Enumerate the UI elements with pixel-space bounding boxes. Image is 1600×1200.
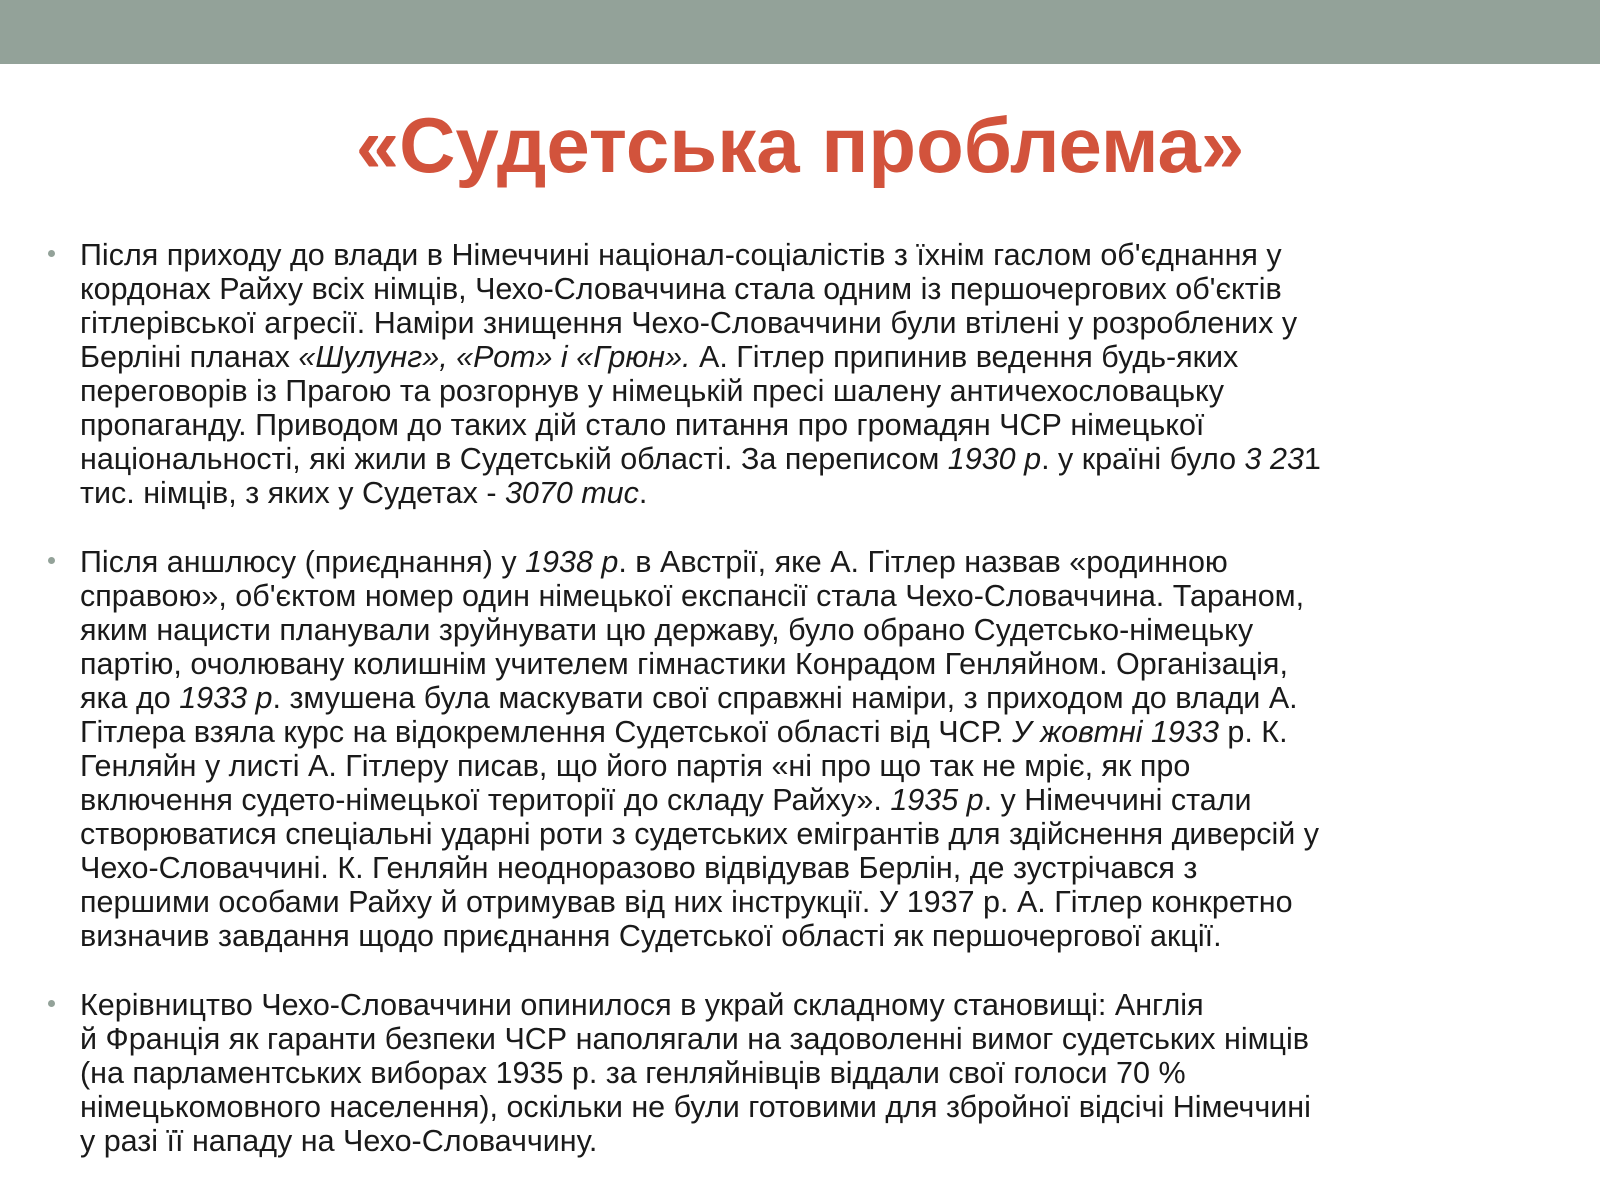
text-segment: Чехо-Словаччині. К. Генляйн неодноразово відвідував Берлін, де зустрічався з [80, 851, 1198, 885]
text-segment: . [638, 476, 648, 510]
text-segment: . у країні було [1041, 442, 1245, 476]
italic-text-segment: 1930 р [947, 442, 1042, 476]
text-segment: тис. німців, з яких у Судетах - [80, 476, 505, 510]
text-segment: 1 [1303, 442, 1321, 476]
bullet-list [48, 238, 1558, 1193]
text-line [80, 374, 1558, 408]
text-line [80, 1124, 1558, 1158]
bullet-dot-icon [48, 250, 55, 257]
text-line [80, 408, 1558, 442]
text-segment: Гітлера взяла курс на відокремлення Судетської області від ЧСР. [80, 715, 1013, 749]
bullet-paragraph [48, 545, 1558, 953]
italic-text-segment: 1935 р [890, 783, 984, 817]
text-line [80, 1022, 1558, 1056]
text-line [80, 647, 1558, 681]
text-segment: створюватися спеціальні ударні роти з судетських емігрантів для здійснення диверсій у [80, 817, 1320, 851]
text-line [80, 238, 1558, 272]
text-line [80, 749, 1558, 783]
text-segment: пропаганду. Приводом до таких дій стало питання про громадян ЧСР німецької [80, 408, 1205, 442]
text-line [80, 476, 1558, 510]
top-accent-band [0, 0, 1600, 64]
bullet-paragraph [48, 988, 1558, 1158]
text-segment: яким нацисти планували зруйнувати цю державу, було обрано Судетсько-німецьку [80, 613, 1254, 647]
text-line [80, 442, 1558, 476]
italic-text-segment: 1938 р [525, 545, 619, 579]
text-line [80, 817, 1558, 851]
text-segment: партію, очолювану колишнім учителем гімнастики Конрадом Генляйном. Організація, [80, 647, 1288, 681]
text-segment: яка до [80, 681, 180, 715]
text-segment: . в Австрії, яке А. Гітлер назвав «родинною [618, 545, 1228, 579]
text-line [80, 885, 1558, 919]
text-line [80, 613, 1558, 647]
text-segment: р. К. [1218, 715, 1288, 749]
text-segment: визначив завдання щодо приєднання Судетської області як першочергової акції. [80, 919, 1222, 953]
italic-text-segment: «Шулунг», «Рот» і «Грюн». [298, 340, 691, 374]
italic-text-segment: 3 23 [1244, 442, 1304, 476]
text-segment: Після аншлюсу (приєднання) у [80, 545, 526, 579]
text-line [80, 988, 1558, 1022]
text-segment: першими особами Райху й отримував від них інструкції. У 1937 р. А. Гітлер конкретно [80, 885, 1293, 919]
bullet-paragraph [48, 238, 1558, 510]
text-segment: національності, які жили в Судетській області. За переписом [80, 442, 948, 476]
text-segment: гітлерівської агресії. Наміри знищення Чехо-Словаччини були втілені у розроблених у [80, 306, 1298, 340]
slide-title: «Судетська проблема» [355, 101, 1245, 189]
text-line [80, 579, 1558, 613]
text-segment: (на парламентських виборах 1935 р. за генляйнівців віддали свої голоси 70 % [80, 1056, 1186, 1090]
text-segment: Після приходу до влади в Німеччині націонал-соціалістів з їхнім гаслом об'єднання у [80, 238, 1282, 272]
text-line [80, 340, 1558, 374]
text-segment: у разі її нападу на Чехо-Словаччину. [80, 1124, 598, 1158]
text-segment: кордонах Райху всіх німців, Чехо-Словаччина стала одним із першочергових об'єктів [80, 272, 1282, 306]
text-line [80, 783, 1558, 817]
text-segment: А. Гітлер припинив ведення будь-яких [690, 340, 1239, 374]
italic-text-segment: У жовтні 1933 [1012, 715, 1219, 749]
text-segment: . змушена була маскувати свої справжні наміри, з приходом до влади А. [272, 681, 1298, 715]
bullet-dot-icon [48, 557, 55, 564]
text-segment: . у Німеччині стали [983, 783, 1252, 817]
text-line [80, 306, 1558, 340]
text-line [80, 1056, 1558, 1090]
text-line [80, 1090, 1558, 1124]
text-segment: Генляйн у листі А. Гітлеру писав, що його партія «ні про що так не мріє, як про [80, 749, 1191, 783]
text-segment: переговорів із Прагою та розгорнув у німецькій пресі шалену античехословацьку [80, 374, 1224, 408]
text-line [80, 919, 1558, 953]
text-segment: справою», об'єктом номер один німецької експансії стала Чехо-Словаччина. Тараном, [80, 579, 1305, 613]
text-line [80, 272, 1558, 306]
italic-text-segment: 1933 р [179, 681, 273, 715]
text-segment: Берліні планах [80, 340, 299, 374]
text-line [80, 851, 1558, 885]
text-line [80, 715, 1558, 749]
text-segment: Керівництво Чехо-Словаччини опинилося в украй складному становищі: Англія [80, 988, 1204, 1022]
text-segment: й Франція як гаранти безпеки ЧСР наполягали на задоволенні вимог судетських німців [80, 1022, 1310, 1056]
italic-text-segment: 3070 тис [504, 476, 639, 510]
text-segment: включення судето-німецької території до складу Райху». [80, 783, 891, 817]
text-line [80, 545, 1558, 579]
text-segment: німецькомовного населення), оскільки не були готовими для збройної відсічі Німеччині [80, 1090, 1311, 1124]
bullet-dot-icon [48, 1000, 55, 1007]
text-line [80, 681, 1558, 715]
